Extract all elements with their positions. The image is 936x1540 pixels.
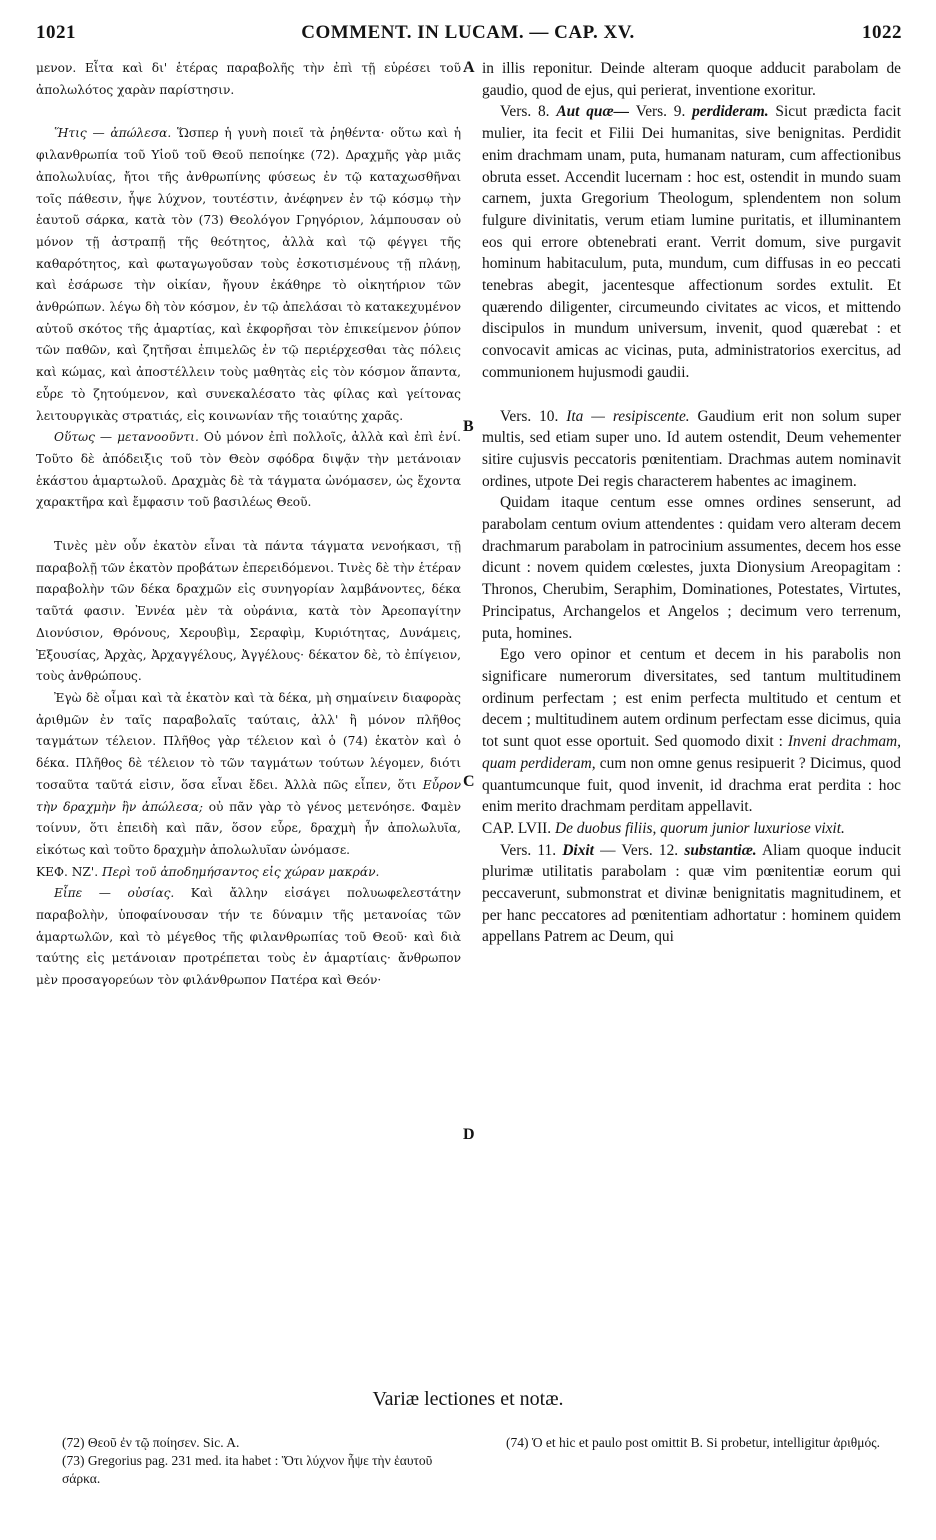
verse-ref: Vers. 11. <box>500 841 563 859</box>
greek-text: Ἐγὼ δὲ οἶμαι καὶ τὰ ἑκατὸν καὶ τὰ δέκα, μὴ σημαίνειν διαφορὰς ἀριθμῶν ἐν ταῖς παραβολαῖς ταύταις, ἀλλ' ἢ μόνον πλῆθος ταγμάτων τέλειον. Πλῆθος γὰρ τέλειον καὶ ὁ (74) ἑκατὸν καὶ ὁ δέκα. Πλῆθος δὲ τέλειον τὸ τῶν ταγμάτων τούτων λέγομεν, διότι τοσαῦτα ταῦτά εἰσιν, ὅσα εἶναι ἔδει. Ἀλλὰ πῶς εἶπεν, ὅτι <box>36 690 461 792</box>
greek-text: Οὐ μόνον ἐπὶ πολλοῖς, ἀλλὰ καὶ ἐπὶ ἑνί. Τοῦτο δὲ ἀπόδειξις τοῦ τὸν Θεὸν σφόδρα διψᾷν τὴν μετάνοιαν ἑκάστου ἁμαρτωλοῦ. Δραχμὰς δὲ τὰ τάγματα ὠνόμασεν, ὡς ἔχοντα χαρακτῆρα καὶ ἔμφασιν τοῦ βασιλέως Θεοῦ. <box>36 430 462 510</box>
latin-text: Sicut prædicta facit mulier, ita fecit et Filii Dei humanitas, sive benignitas. Perdidit enim drachmam unam, puta, humanam naturam, cum affectionibus obruta esset. Accendit lucernam : hoc est, ostendit in mundo suam carnem, juxta Gregorium Theologum, splendentem non solum fulgure divinitatis, verum etiam lumine puritatis, et illuminantem eos qui errore obtenebrati erant. Verrit domum, sive purgavit hominum habitaculum, puta, mundum, cum diffusas in eo peccati tenebras abegit, jacentesque affectionum sordes extulit. Et quærendo diligenter, circumeundo civitates ac vicos, et mittendo discipulos in mundum universum, invenit, quod quærebat : et convocavit amicas ac vicinas, puta, administratorios exercitus, ad communionem hujusmodi gaudii. <box>482 103 901 381</box>
notes-heading: Variæ lectiones et notæ. <box>372 1388 564 1410</box>
greek-paragraph: Τινὲς μὲν οὖν ἑκατὸν εἶναι τὰ πάντα τάγματα νενοήκασι, τῇ παραβολῇ τῶν ἑκατὸν προβάτων ἐπερειδόμενοι. Τινὲς δὲ τὴν ἑτέραν παραβολὴν τῶν δέκα δραχμῶν εἰς συνηγορίαν λαμβάνοντες, δέκα ταῦτά φασιν. Ἐννέα μὲν τὰ οὐράνια, κατὰ τὸν Ἀρεοπαγίτην Διονύσιον, Θρόνους, Χερουβὶμ, Σεραφὶμ, Κυριότητας, Δυνάμεις, Ἐξουσίας, Ἀρχὰς, Ἀρχαγγέλους, Ἀγγέλους· δέκατον δὲ, τὸ ἐπίγειον, τοὺς ἀνθρώπους. <box>36 539 461 684</box>
latin-text: Gaudium erit non solum super multis, sed etiam super uno. Id autem ostendit, Deum vehementer sitire cujusvis peccatoris pœnitentiam. Drachmas autem nominavit ordines, utpote Dei regis characterem habentes ac imaginem. <box>482 407 902 490</box>
greek-paragraph <box>36 688 461 862</box>
verse-ref: Vers. 8. <box>500 103 557 121</box>
latin-chapter-heading <box>482 818 901 840</box>
latin-column <box>482 58 901 948</box>
latin-paragraph: Quidam itaque centum esse omnes ordines senserunt, ad parabolam centum ovium attendentes : quidam vero alteram decem drachmarum parabolam in patrocinium assumentes, decem hos esse dicunt : novem quidem cœlestes, juxta Dionysium Areopagitam : Thronos, Cherubim, Seraphim, Dominationes, Potestates, Virtutes, Principatus, Archangelos et Angelos ; decimum vero terrenum, puta, homines. <box>482 494 901 642</box>
greek-chapter-heading <box>36 862 461 884</box>
margin-marker-a: A <box>463 59 475 76</box>
margin-marker-d: D <box>463 1126 475 1143</box>
verse-ref: Vers. 9. <box>635 103 693 121</box>
latin-paragraph <box>482 644 901 818</box>
latin-paragraph <box>482 101 901 383</box>
page-number-left: 1021 <box>36 22 76 43</box>
latin-text: Aliam quoque inducit plurimæ utilitatis parabolam : quæ vim pœnitentiæ eorum qui peccaverunt, submonstrat et divinæ benignitatis magnitudinem, et per hanc peccatores ad pœnitentiam adhortatur : hominem quidem appellans Patrem ac Deum, qui <box>482 841 901 946</box>
footnote-73: (73) Gregorius pag. 231 med. ita habet : Ὅτι λύχνον ἧψε τὴν ἑαυτοῦ σάρκα. <box>62 1453 433 1486</box>
latin-lemma: Dixit <box>562 841 594 859</box>
latin-lemma: Aut quæ— <box>556 103 636 121</box>
latin-paragraph: in illis reponitur. Deinde alteram quoque adducit parabolam de gaudio, quod de ejus, qui perierat, inventione exoritur. <box>482 60 901 99</box>
latin-lemma: Ita — resipiscente. <box>566 407 690 425</box>
page-number-right: 1022 <box>862 22 902 43</box>
greek-lemma: Ἥτις — ἀπώλεσα. <box>54 126 172 141</box>
greek-paragraph <box>36 427 461 514</box>
latin-paragraph <box>482 406 901 493</box>
greek-lemma: Οὕτως — μετανοοῦντι. <box>54 430 199 445</box>
latin-lemma: substantiæ. <box>684 841 757 859</box>
greek-quote: Εὗρον τὴν δραχμὴν ἣν ἀπώλεσα; <box>36 777 461 814</box>
latin-lemma: perdideram. <box>692 103 769 121</box>
margin-marker-c: C <box>463 773 475 790</box>
greek-paragraph: μενον. Εἶτα καὶ δι' ἑτέρας παραβολῆς τὴν ἐπὶ τῇ εὑρέσει τοῦ ἀπολωλότος χαρὰν παρίστησιν. <box>36 61 461 97</box>
latin-text: cum non omne genus resipuerit ? Dicimus, quod quantumcunque fuit, quod invenit, id drachma erat perdita : hoc enim merito drachmam perditam appellavit. <box>482 754 901 816</box>
latin-paragraph <box>482 840 901 949</box>
greek-text: Καὶ ἄλλην εἰσάγει πολυωφελεστάτην παραβολὴν, ὑποφαίνουσαν τήν τε δύναμιν τῆς μετανοίας τῶν ἁμαρτωλῶν, καὶ τὸ μέγεθος τῆς φιλανθρωπίας τοῦ Θεοῦ· καὶ διὰ ταύτης εἰς μετάνοιαν προτρέπεται τοὺς ἐν ἁμαρτίαις· ἄνθρωπον μὲν προσαγορεύων τὸν φιλάνθρωπον Πατέρα καὶ Θεόν· <box>36 886 461 988</box>
greek-text: Ὥσπερ ἡ γυνὴ ποιεῖ τὰ ῥηθέντα· οὕτω καὶ ἡ φιλανθρωπία τοῦ Υἱοῦ τοῦ Θεοῦ πεποίηκε (72). Δραχμῆς γὰρ μιᾶς ἀπολωλυίας, ἤτοι τῆς ἀνθρωπίνης φύσεως ἐν τῷ καταχωσθῆναι τοῖς πάθεσιν, ἧψε λύχνον, τουτέστιν, ἀνέφηνεν ἐν τῷ κόσμῳ τὴν ἑαυτοῦ σάρκα, κατὰ τὸν (73) Θεολόγον Γρηγόριον, λάμπουσαν οὐ μόνον τῇ ἀστραπῇ τῆς θεότητος, ἀλλὰ καὶ τῷ φέγγει τῆς καθαρότητος, καὶ φωταγωγοῦσαν τοὺς ἐσκοτισμένους τῇ πλάνῃ, καὶ ἐσάρωσε τὴν οἰκίαν, ἤγουν ἐκάθηρε τὸ οἰκητήριον τῶν ἀνθρώπων. λέγω δὴ τὸν κόσμον, ἐν τῷ ἀπελάσαι τὸ κατακεχυμένον αὐτοῦ σκότος τῆς ἁμαρτίας, καὶ ἐκφορῆσαι τὸν ἐπικείμενον ῥύπον τῶν παθῶν, καὶ ζητῆσαι ἐπιμελῶς ἐν τῷ περιέρχεσθαι τὰς πόλεις καὶ κώμας, καὶ ἀποστέλλειν τοὺς μαθητὰς εἰς τὸν κόσμον ἅπαντα, εὗρε τὸ ζητούμενον, καὶ συνεκαλέσατο τὰς φίλας καὶ γείτονας λειτουργικὰς στρατιάς, εἰς κοινωνίαν τῆς τοιαύτης χαρᾶς. <box>36 126 461 423</box>
footnote-72: (72) Θεοῦ ἐν τῷ ποίησεν. Sic. A. <box>62 1435 240 1450</box>
latin-text: Ego vero opinor et centum et decem in his parabolis non significare numerorum diversitates, sed tantum multitudinem ordinum perfectam ; est enim perfecta multitudo et centum et decem ; multitudinem autem ordinum perfectam esse dicimus, quia tot sunt quot esse oportuit. Sed quomodo dixit : <box>482 646 901 751</box>
greek-text: οὐ πᾶν γὰρ τὸ γένος μετενόησε. Φαμὲν τοίνυν, ὅτι ἐπειδὴ καὶ πᾶν, ὅσον εὗρε, δραχμὴ ἦν ἀπολωλυῖα, εἰκότως καὶ τοῦτο δραχμὴν ἀπολωλυῖαν ὠνόμασε. <box>36 799 461 857</box>
greek-chapter-number: ΚΕΦ. ΝΖ'. <box>36 864 99 879</box>
latin-chapter-title: De duobus filiis, quorum junior luxuriose vixit. <box>551 819 845 837</box>
margin-marker-b: B <box>463 418 474 435</box>
verse-ref: Vers. 10. <box>500 407 567 425</box>
greek-lemma: Εἶπε — οὐσίας. <box>54 886 175 901</box>
latin-quote: Inveni drachmam, quam perdideram, <box>482 733 902 772</box>
latin-chapter-number: CAP. LVII. <box>482 819 552 837</box>
greek-chapter-title: Περὶ τοῦ ἀποδημήσαντος εἰς χώραν μακράν. <box>98 864 380 879</box>
greek-paragraph <box>36 883 461 992</box>
verse-ref: — Vers. 12. <box>593 841 685 859</box>
greek-paragraph <box>36 123 461 427</box>
running-title: COMMENT. IN LUCAM. — CAP. XV. <box>301 22 635 43</box>
footnote-74: (74) Ὁ et hic et paulo post omittit B. Si probetur, intelligitur ἀριθμός. <box>506 1435 880 1450</box>
greek-column <box>36 58 461 992</box>
